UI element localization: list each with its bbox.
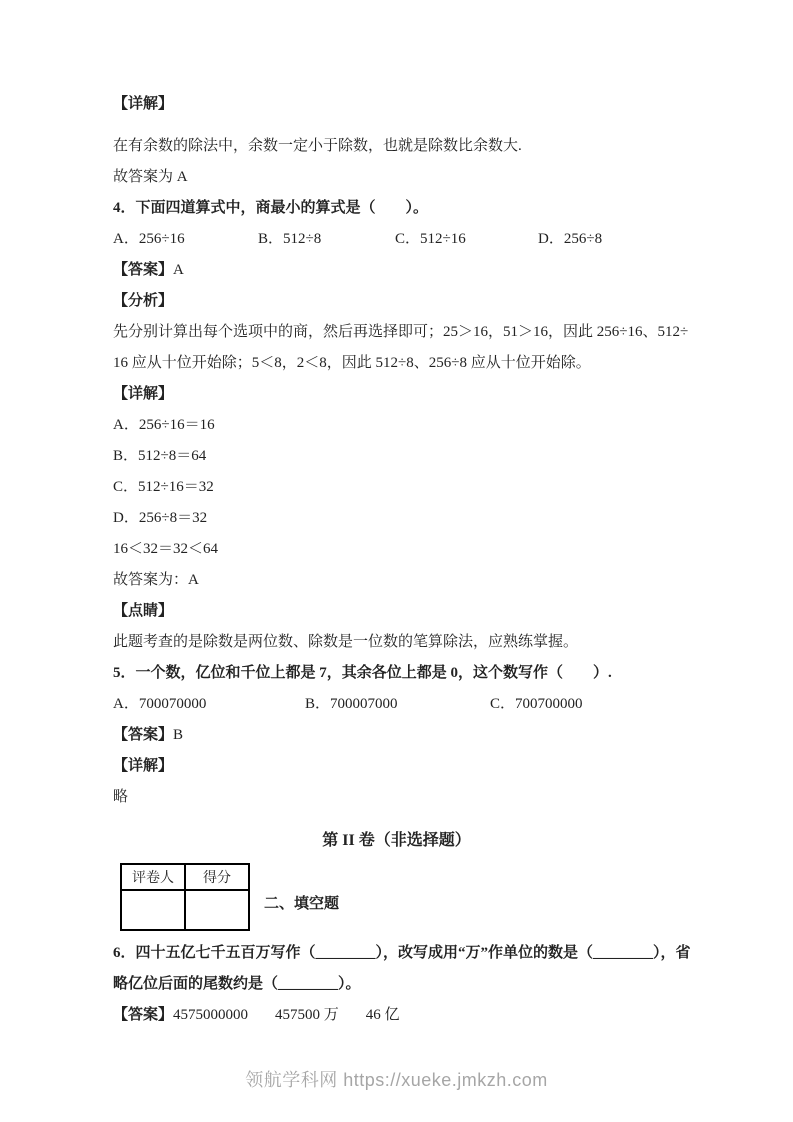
q6-answer-line [113, 1000, 713, 1031]
q5-answer-value: B [173, 727, 184, 743]
q4-detail-label: 【详解】 [113, 386, 174, 402]
site-watermark: 领航学科网 https://xueke.jmkzh.com [245, 1070, 548, 1090]
score-header-cell: 得分 [185, 864, 249, 890]
q4-option-a: A．256÷16 [113, 231, 185, 247]
grader-empty-cell [121, 890, 185, 930]
q4-option-b: B．512÷8 [258, 231, 322, 247]
q4-option-c: C．512÷16 [395, 231, 466, 247]
q4-option-d: D．256÷8 [538, 231, 603, 247]
q4-comparison: 16＜32＝32＜64 [113, 541, 219, 557]
q3-detail-label: 【详解】 [113, 96, 174, 112]
q4-conclusion: 故答案为：A [113, 572, 199, 588]
q4-analysis-line1: 先分别计算出每个选项中的商，然后再选择即可；25＞16，51＞16，因此 256÷16、512÷ [113, 324, 689, 340]
q3-detail-text: 在有余数的除法中，余数一定小于除数，也就是除数比余数大. [113, 138, 522, 154]
exam-document-body [113, 89, 713, 1031]
q5-answer-line [113, 720, 713, 751]
q4-answer-line [113, 255, 713, 286]
section2-title: 第 II 卷（非选择题） [322, 832, 471, 849]
q5-stem: 5．一个数，亿位和千位上都是 7，其余各位上都是 0，这个数写作（ ）. [113, 665, 612, 681]
q5-answer-label: 【答案】 [113, 727, 174, 743]
q5-option-a: A．700070000 [113, 696, 207, 712]
grader-score-block [113, 863, 713, 931]
q5-detail-label: 【详解】 [113, 758, 174, 774]
q6-answer-label: 【答案】 [113, 1007, 174, 1023]
q6-stem-line2: 略亿位后面的尾数约是（________）。 [113, 976, 361, 992]
q4-analysis-label: 【分析】 [113, 293, 174, 309]
fill-in-section-title: 二、填空题 [264, 895, 340, 912]
q4-note-label: 【点睛】 [113, 603, 174, 619]
score-empty-cell [185, 890, 249, 930]
q4-options [113, 224, 713, 255]
q3-conclusion: 故答案为 A [113, 169, 188, 185]
q5-detail-text: 略 [113, 789, 129, 805]
q4-answer-label: 【答案】 [113, 262, 174, 278]
grader-score-table [120, 863, 250, 931]
q6-answer-1: 4575000000 [173, 1007, 249, 1023]
q4-stem: 4．下面四道算式中，商最小的算式是（ ）。 [113, 200, 429, 216]
q6-answer-3: 46 亿 [365, 1007, 400, 1023]
q4-note-text: 此题考查的是除数是两位数、除数是一位数的笔算除法，应熟练掌握。 [113, 634, 579, 650]
q5-options [113, 689, 713, 720]
q4-analysis-line2: 16 应从十位开始除；5＜8，2＜8，因此 512÷8、256÷8 应从十位开始除。 [113, 355, 591, 371]
q4-work-line-c: C．512÷16＝32 [113, 479, 214, 495]
q6-stem-line1: 6．四十五亿七千五百万写作（________），改写成用“万”作单位的数是（________），省 [113, 945, 691, 961]
q4-work-line-a: A．256÷16＝16 [113, 417, 215, 433]
q5-option-b: B．700007000 [305, 696, 398, 712]
q6-answer-2: 457500 万 [275, 1007, 339, 1023]
q4-answer-value: A [173, 262, 184, 278]
q5-option-c: C．700700000 [490, 696, 583, 712]
grader-header-cell: 评卷人 [121, 864, 185, 890]
q4-work-line-b: B．512÷8＝64 [113, 448, 207, 464]
q4-work-line-d: D．256÷8＝32 [113, 510, 208, 526]
